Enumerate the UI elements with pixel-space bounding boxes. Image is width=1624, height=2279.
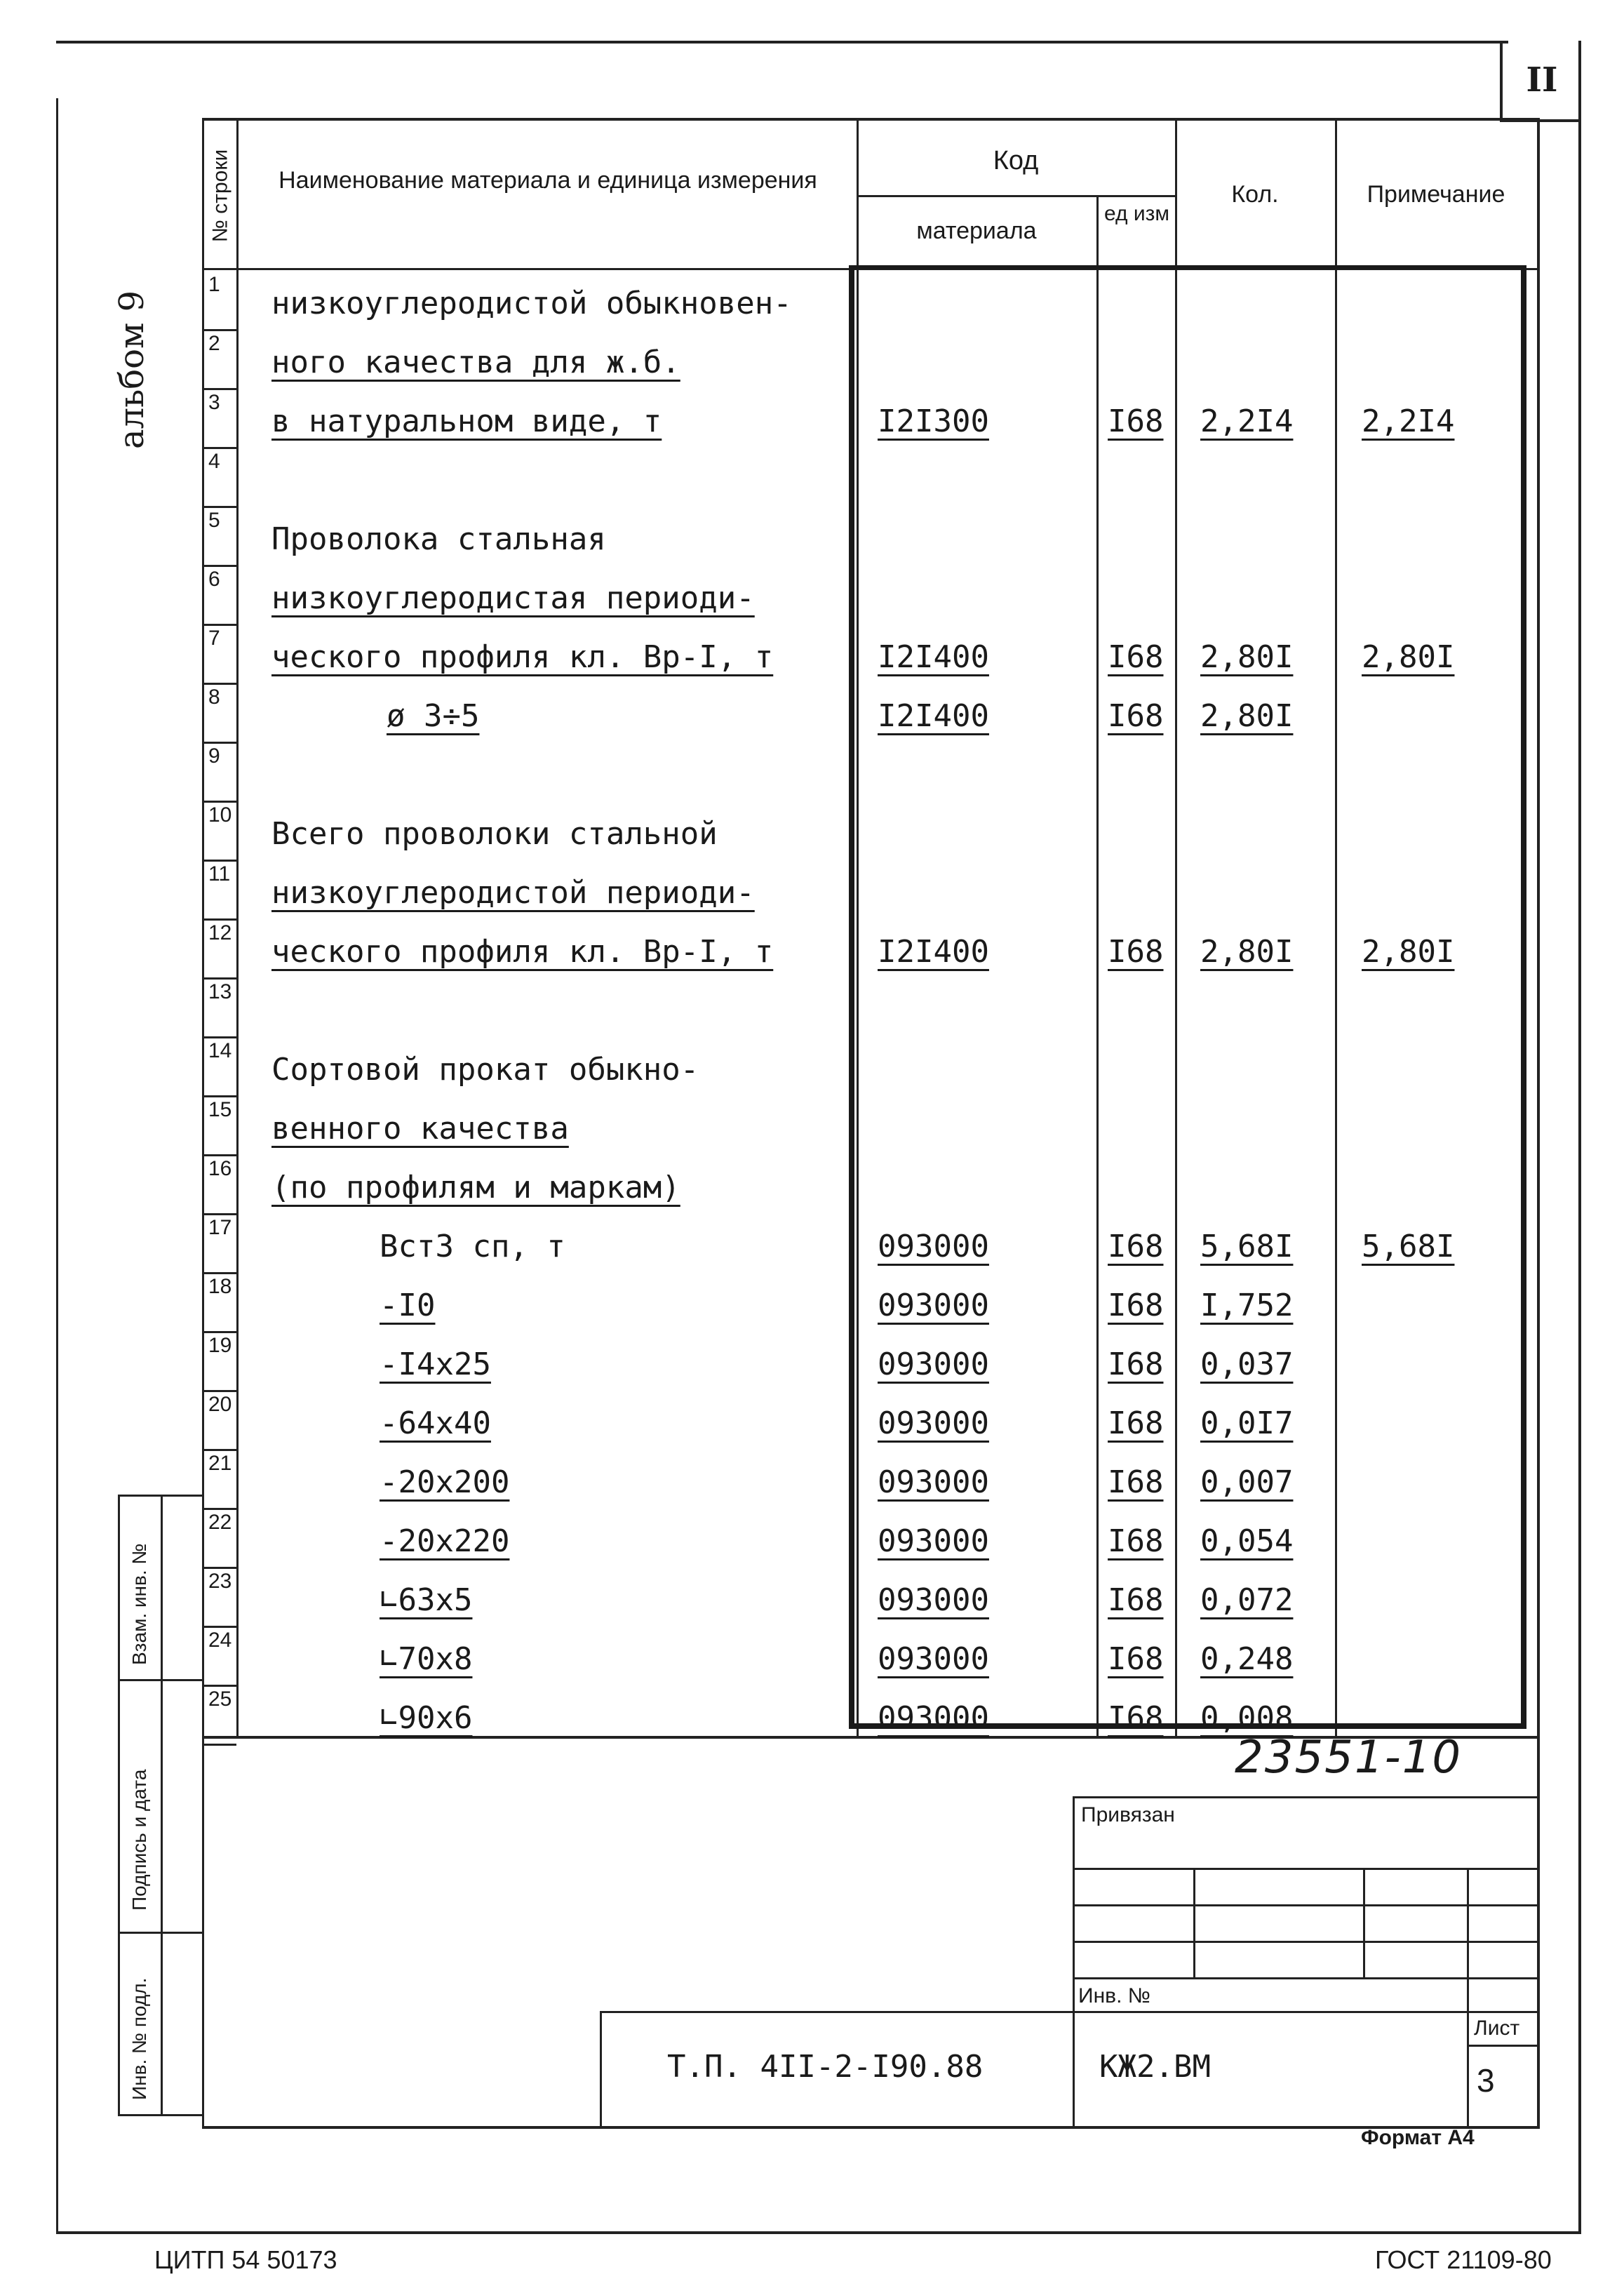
row-name: низкоуглеродистой обыкновен-	[271, 286, 792, 321]
row-number: 18	[208, 1275, 232, 1298]
list-label: Лист	[1474, 2017, 1520, 2040]
row-note: 2,80I	[1362, 934, 1455, 970]
row-name: ∟70x8	[380, 1641, 473, 1677]
row-name: в натуральном виде, т	[271, 403, 662, 439]
row-note: 2,80I	[1362, 639, 1455, 675]
row-name: низкоуглеродистой периоди-	[271, 875, 755, 911]
row-number: 25	[208, 1687, 232, 1711]
header-name: Наименование материала и единица измерения	[279, 167, 817, 194]
row-code: I2I400	[878, 934, 989, 970]
header-unit: ед изм	[1103, 202, 1169, 225]
row-number: 3	[208, 391, 220, 414]
row-unit: I68	[1108, 1288, 1164, 1323]
row-unit: I68	[1108, 403, 1164, 439]
list-divider	[1467, 2045, 1537, 2047]
row-code: I2I400	[878, 639, 989, 675]
document-mark: КЖ2.ВМ	[1099, 2049, 1211, 2085]
row-number: 11	[208, 862, 231, 885]
list-number: 3	[1477, 2062, 1495, 2099]
handwritten-number: 23551-10	[1235, 1732, 1463, 1784]
footer-right: ГОСТ 21109-80	[1375, 2245, 1552, 2274]
frame-left-line	[56, 98, 58, 2231]
row-number: 22	[208, 1511, 232, 1534]
row-unit: I68	[1108, 1582, 1164, 1618]
row-unit: I68	[1108, 934, 1164, 970]
row-unit: I68	[1108, 1641, 1164, 1677]
row-number: 12	[208, 921, 232, 944]
row-code: 093000	[878, 1700, 989, 1736]
row-name: -20x220	[380, 1523, 510, 1559]
row-code: 093000	[878, 1641, 989, 1677]
row-name: ø 3÷5	[387, 698, 480, 734]
row-number: 13	[208, 980, 232, 1003]
row-code: 093000	[878, 1288, 989, 1323]
row-name: -I4x25	[380, 1346, 491, 1382]
header-row-number: № строки	[208, 149, 232, 243]
row-qty: 2,80I	[1200, 934, 1294, 970]
inv-no-label: Инв. №	[1078, 1984, 1150, 2007]
row-name: Проволока стальная	[271, 521, 606, 557]
row-number: 16	[208, 1157, 232, 1180]
side-divider-1	[161, 1679, 204, 1681]
row-name: ческого профиля кл. Вр-I, т	[271, 934, 774, 970]
row-name: (по профилям и маркам)	[271, 1170, 680, 1205]
sheet-corner-number: II	[1500, 41, 1581, 122]
row-number: 15	[208, 1098, 232, 1121]
row-number: 5	[208, 509, 220, 532]
header-code: Код	[993, 146, 1039, 175]
format-label: Формат А4	[1361, 2126, 1475, 2149]
row-number: 19	[208, 1334, 232, 1357]
row-number: 8	[208, 686, 220, 709]
row-number: 14	[208, 1039, 232, 1062]
row-qty: 0,008	[1200, 1700, 1294, 1736]
side-stamp	[118, 1495, 204, 2116]
row-qty: 0,072	[1200, 1582, 1294, 1618]
row-qty: 2,80I	[1200, 639, 1294, 675]
row-name: Всего проволоки стальной	[271, 816, 718, 852]
row-qty: 2,80I	[1200, 698, 1294, 734]
row-code: 093000	[878, 1582, 989, 1618]
row-number: 9	[208, 744, 220, 768]
row-qty: 0,054	[1200, 1523, 1294, 1559]
row-code: I2I300	[878, 403, 989, 439]
header-material: материала	[916, 218, 1037, 244]
row-number: 4	[208, 450, 220, 473]
row-unit: I68	[1108, 1229, 1164, 1264]
row-number: 20	[208, 1393, 232, 1416]
header-qty: Кол.	[1231, 181, 1279, 208]
row-code: 093000	[878, 1523, 989, 1559]
row-note: 5,68I	[1362, 1229, 1455, 1264]
code-subheader-line	[857, 195, 1175, 197]
header-note: Примечание	[1367, 181, 1505, 208]
row-number: 24	[208, 1629, 232, 1652]
row-unit: I68	[1108, 1523, 1164, 1559]
row-qty: 0,0I7	[1200, 1405, 1294, 1441]
row-name: Сортовой прокат обыкно-	[271, 1052, 699, 1088]
row-name: ческого профиля кл. Вр-I, т	[271, 639, 774, 675]
row-unit: I68	[1108, 698, 1164, 734]
row-code: 093000	[878, 1464, 989, 1500]
row-unit: I68	[1108, 639, 1164, 675]
row-name: -I0	[380, 1288, 436, 1323]
row-number: 21	[208, 1452, 232, 1475]
album-label: альбом 9	[112, 290, 152, 449]
row-code: I2I400	[878, 698, 989, 734]
tb-col-2	[1363, 1868, 1365, 1977]
row-qty: 0,248	[1200, 1641, 1294, 1677]
side-label-podpis: Подпись и дата	[128, 1769, 150, 1911]
row-unit: I68	[1108, 1700, 1164, 1736]
row-name: ∟90x6	[380, 1700, 473, 1736]
side-label-vzam: Взам. инв. №	[128, 1543, 150, 1665]
footer-left: ЦИТП 54 50173	[154, 2245, 337, 2274]
side-divider-2	[161, 1932, 204, 1934]
row-number: 23	[208, 1570, 232, 1593]
row-number: 10	[208, 803, 232, 827]
row-name: венного качества	[271, 1111, 569, 1147]
row-unit: I68	[1108, 1464, 1164, 1500]
title-block	[202, 1733, 1540, 2129]
frame-bottom-line	[56, 2231, 1581, 2234]
row-code: 093000	[878, 1346, 989, 1382]
row-qty: 0,037	[1200, 1346, 1294, 1382]
row-unit: I68	[1108, 1346, 1164, 1382]
row-code: 093000	[878, 1229, 989, 1264]
code-qty-bold-frame	[849, 265, 1526, 1729]
row-qty: I,752	[1200, 1288, 1294, 1323]
tb-col-1	[1193, 1868, 1195, 1977]
privyazan-label: Привязан	[1081, 1803, 1175, 1826]
row-note: 2,2I4	[1362, 403, 1455, 439]
side-label-inv: Инв. № подл.	[128, 1977, 150, 2100]
row-number: 2	[208, 332, 220, 355]
row-number: 6	[208, 568, 220, 591]
row-name: -64x40	[380, 1405, 491, 1441]
row-name: Вст3 сп, т	[380, 1229, 565, 1264]
row-qty: 5,68I	[1200, 1229, 1294, 1264]
row-number: 7	[208, 627, 220, 650]
row-name: низкоуглеродистая периоди-	[271, 580, 755, 616]
row-qty: 0,007	[1200, 1464, 1294, 1500]
frame-right-line	[1578, 41, 1581, 2233]
row-number: 17	[208, 1216, 232, 1239]
row-qty: 2,2I4	[1200, 403, 1294, 439]
row-name: ного качества для ж.б.	[271, 345, 680, 380]
row-unit: I68	[1108, 1405, 1164, 1441]
row-name: ∟63x5	[380, 1582, 473, 1618]
frame-top-line	[56, 41, 1508, 44]
row-name: -20x200	[380, 1464, 510, 1500]
document-code: Т.П. 4II-2-I90.88	[667, 2049, 984, 2085]
row-number: 1	[208, 273, 220, 296]
row-code: 093000	[878, 1405, 989, 1441]
